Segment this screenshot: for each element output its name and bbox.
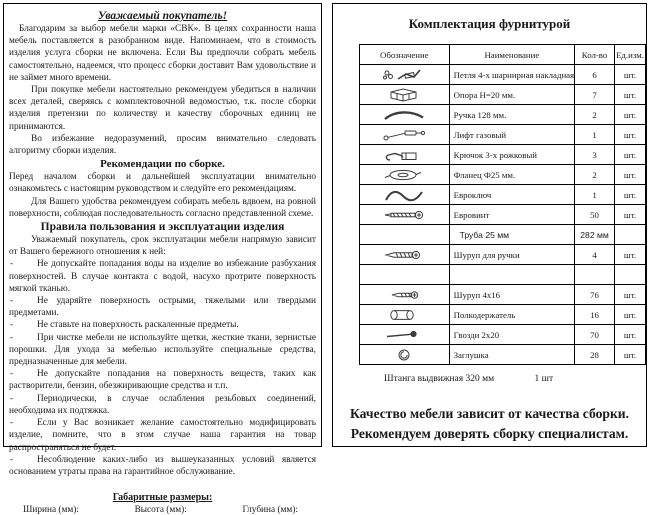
row-icon-cell xyxy=(360,85,450,105)
row-unit: шт. xyxy=(615,185,646,205)
table-row xyxy=(360,145,646,165)
hex-key-icon xyxy=(360,187,449,202)
intro-paragraph: Благодарим за выбор мебели марки «СВК». В целях сохранности наша мебель поставляется в разобранном виде. Напоминаем, что в стоимость изделия услуга сборки не включена. Если Вы предпочли собрать мебель самостоятельно, надеемся, что процесс сборки доставит Вам удовольствие и не займет много времени. xyxy=(9,24,316,83)
rules-intro: Уважаемый покупатель, срок эксплуатации мебели напрямую зависит от Вашего бережного отношения к ней: xyxy=(9,235,316,258)
row-name: Евровинт xyxy=(449,205,575,225)
extra-item-name: Штанга выдвижная 320 мм xyxy=(384,374,495,384)
table-header-cell: Обозначение xyxy=(360,45,450,65)
dash: - xyxy=(10,259,14,270)
row-qty: 1 xyxy=(575,185,615,205)
row-name: Ручка 128 мм. xyxy=(449,105,575,125)
table-row xyxy=(360,285,646,305)
rule-item: - Если у Вас возникает желание самостоятельно модифицировать изделие, помните, что в этом случае наша гарантия на товар распространяться не будет. xyxy=(9,418,316,453)
row-name: Заглушка xyxy=(449,345,575,365)
row-name: Опора Н=20 мм. xyxy=(449,85,575,105)
dimension-label: Высота (мм): xyxy=(134,505,187,515)
left-page xyxy=(3,3,322,515)
dash: - xyxy=(10,418,14,429)
row-qty: 4 xyxy=(575,245,615,265)
row-icon-cell xyxy=(360,265,450,285)
row-name: Труба 25 мм xyxy=(449,225,575,245)
extra-item-qty: 1 шт xyxy=(534,374,554,384)
row-icon-cell xyxy=(360,205,450,225)
row-unit: шт. xyxy=(615,105,646,125)
intro-paragraph: При покупке мебели настоятельно рекомендуем убедиться в наличии всех деталей, сверяясь с комплектовочной ведомостью, т.к. после сборки изделия претензии по количеству и качеству сборочных единиц не принимаются. xyxy=(9,85,316,132)
table-row xyxy=(360,225,646,245)
row-icon-cell xyxy=(360,285,450,305)
row-unit: шт. xyxy=(615,165,646,185)
right-page-title: Комплектация фурнитурой xyxy=(408,16,571,31)
rule-item: - Не ударяйте поверхность острыми, тяжелыми или твердыми предметами. xyxy=(9,296,316,319)
table-row xyxy=(360,105,646,125)
rule-item: - Не ставьте на поверхность раскаленные предметы. xyxy=(10,320,239,331)
table-row xyxy=(360,125,646,145)
row-qty: 1 xyxy=(575,125,615,145)
row-icon-cell xyxy=(360,145,450,165)
table-header-cell: Наименование xyxy=(449,45,575,65)
flange-icon xyxy=(360,167,449,182)
table-row xyxy=(360,205,646,225)
rules-heading: Правила пользования и эксплуатации изделия xyxy=(40,221,285,234)
footer-line: Рекомендуем доверять сборку специалистам. xyxy=(350,426,629,441)
assembly-paragraph: Для Вашего удобства рекомендуем собирать мебель вдвоем, на ровной поверхности, соблюдая последовательность согласно представленной схеме. xyxy=(9,196,316,219)
dimensions-heading: Габаритные размеры: xyxy=(112,492,213,504)
row-icon-cell xyxy=(360,65,450,85)
row-qty: 2 xyxy=(575,105,615,125)
rule-item: - Несоблюдение каких-либо из вышеуказанных условий является основанием утраты права на гарантийное обслуживание. xyxy=(9,454,316,477)
row-unit: шт. xyxy=(615,205,646,225)
row-qty: 7 xyxy=(575,85,615,105)
hook-icon xyxy=(360,147,449,162)
dimension-label: Глубина (мм): xyxy=(242,505,298,515)
left-page-title: Уважаемый покупатель! xyxy=(97,10,228,22)
rule-item: - При чистке мебели не используйте щетки, жесткие ткани, зернистые порошки. Для ухода за мебелью используйте специальные средства, предназначенные для мебели. xyxy=(9,332,316,368)
table-header-cell: Ед.изм. xyxy=(615,45,646,65)
row-qty: 50 xyxy=(575,205,615,225)
row-name xyxy=(449,265,575,285)
row-name: Лифт газовый xyxy=(449,125,575,145)
row-name: Фланец Ф25 мм. xyxy=(449,165,575,185)
row-icon-cell xyxy=(360,185,450,205)
hinge-icon xyxy=(360,67,449,82)
footer-line: Качество мебели зависит от качества сборки. xyxy=(349,406,630,421)
row-qty: 16 xyxy=(575,305,615,325)
row-unit: шт. xyxy=(615,145,646,165)
row-name: Евроключ xyxy=(449,185,575,205)
assembly-paragraph: Перед началом сборки и дальнейшей эксплуатации внимательно ознакомьтесь с настоящим руководством и следуйте его рекомендациям. xyxy=(9,172,316,195)
screw-small-icon xyxy=(360,287,449,302)
dimensions-row xyxy=(9,505,316,515)
table-header-cell: Кол-во xyxy=(575,45,615,65)
support-foot-icon xyxy=(360,87,449,102)
assembly-heading: Рекомендации по сборке. xyxy=(100,158,225,171)
dash: - xyxy=(10,332,14,343)
row-name: Шуруп для ручки xyxy=(449,245,575,265)
row-name: Шуруп 4х16 xyxy=(449,285,575,305)
row-unit: шт. xyxy=(615,305,646,325)
row-qty: 3 xyxy=(575,145,615,165)
rule-item: - Периодически, в случае ослабления резьбовых соединений, необходима их подтяжка. xyxy=(9,393,316,416)
row-name: Петля 4-х шарнирная накладная xyxy=(449,65,575,85)
row-name: Полкодержатель xyxy=(449,305,575,325)
dimension-label: Ширина (мм): xyxy=(23,505,79,515)
row-unit xyxy=(615,265,646,285)
row-qty: 282 мм xyxy=(575,225,615,245)
row-qty: 76 xyxy=(575,285,615,305)
row-unit: шт. xyxy=(615,325,646,345)
rule-item: - Не допускайте попадания воды на изделие во избежание разбухания поверхностей. В случае контакта с водой, насухо протрите поверхность мягкой тканью. xyxy=(9,259,316,294)
intro-section xyxy=(9,23,316,157)
row-icon-cell xyxy=(360,165,450,185)
hardware-table xyxy=(359,44,646,365)
rule-item: - Не допускайте попадания на поверхность веществ, таких как растворители, бензин, обезжиривающие средства и т.п. xyxy=(9,369,316,392)
rules-list xyxy=(9,258,316,478)
plug-cap-icon xyxy=(360,347,449,362)
shelf-holder-icon xyxy=(360,307,449,322)
row-unit: шт. xyxy=(615,285,646,305)
table-row xyxy=(360,265,646,285)
table-row xyxy=(360,65,646,85)
row-qty: 28 xyxy=(575,345,615,365)
gas-lift-icon xyxy=(360,127,449,142)
nail-icon xyxy=(360,327,449,342)
row-icon-cell xyxy=(360,245,450,265)
row-icon-cell xyxy=(360,125,450,145)
row-unit: шт. xyxy=(615,125,646,145)
right-page xyxy=(332,3,647,447)
row-unit: шт. xyxy=(615,65,646,85)
row-qty: 2 xyxy=(575,165,615,185)
quality-footer xyxy=(333,404,646,444)
table-header-row xyxy=(360,45,646,65)
table-row xyxy=(360,245,646,265)
row-qty xyxy=(575,265,615,285)
dash: - xyxy=(10,454,14,465)
intro-paragraph: Во избежание недоразумений, просим внимательно следовать алгоритму сборки изделия. xyxy=(9,133,316,157)
row-icon-cell xyxy=(360,325,450,345)
table-row xyxy=(360,325,646,345)
row-icon-cell xyxy=(360,345,450,365)
dash: - xyxy=(10,393,14,404)
row-qty: 70 xyxy=(575,325,615,345)
dash: - xyxy=(10,369,14,380)
table-row xyxy=(360,305,646,325)
dash: - xyxy=(10,296,14,307)
screw-icon xyxy=(360,247,449,262)
extra-item-note xyxy=(384,374,646,384)
row-icon-cell xyxy=(360,105,450,125)
row-icon-cell xyxy=(360,225,450,245)
row-qty: 6 xyxy=(575,65,615,85)
row-unit: шт. xyxy=(615,345,646,365)
confirmat-screw-icon xyxy=(360,207,449,222)
table-row xyxy=(360,345,646,365)
row-icon-cell xyxy=(360,305,450,325)
handle-icon xyxy=(360,107,449,122)
table-row xyxy=(360,165,646,185)
assembly-section xyxy=(9,171,316,220)
table-row xyxy=(360,185,646,205)
dash: - xyxy=(10,320,14,331)
row-unit: шт. xyxy=(615,85,646,105)
row-name: Крючок 3-х рожковый xyxy=(449,145,575,165)
row-unit: шт. xyxy=(615,245,646,265)
row-unit xyxy=(615,225,646,245)
table-row xyxy=(360,85,646,105)
row-name: Гвозди 2х20 xyxy=(449,325,575,345)
